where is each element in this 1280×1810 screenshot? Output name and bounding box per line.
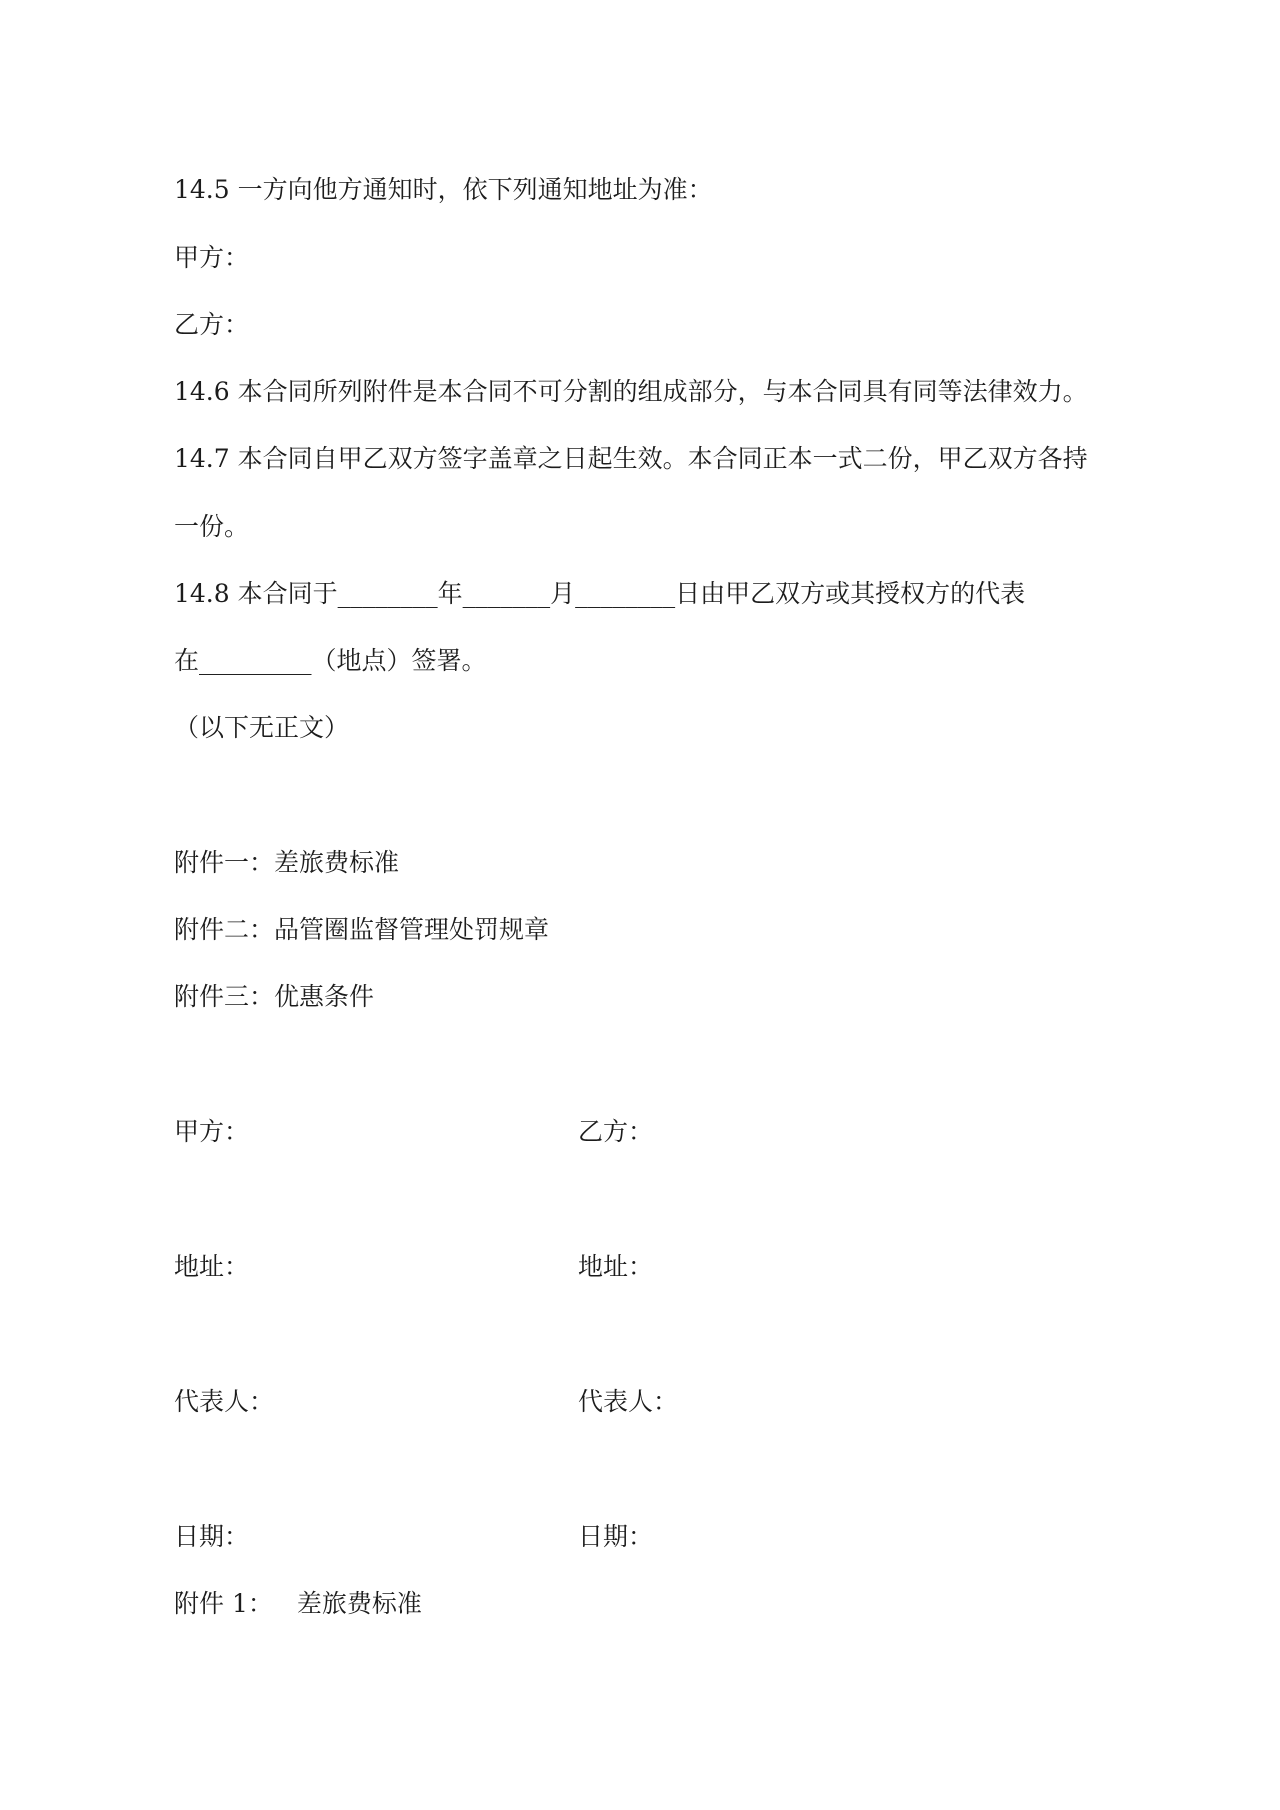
clause-14-7-line1: 14.7 本合同自甲乙双方签字盖章之日起生效。本合同正本一式二份，甲乙双方各持 [174,444,1088,473]
sign-representative-a: 代表人： [174,1387,275,1416]
sign-party-b: 乙方： [578,1117,654,1146]
attachment-item-3: 附件三：优惠条件 [174,982,375,1011]
sign-representative-b: 代表人： [578,1387,679,1416]
end-of-text-note: （以下无正文） [174,713,350,742]
appendix-1-name: 差旅费标准 [296,1589,422,1618]
sign-party-a: 甲方： [174,1117,250,1146]
clause-14-5: 14.5 一方向他方通知时，依下列通知地址为准： [174,175,713,204]
clause-14-6: 14.6 本合同所列附件是本合同不可分割的组成部分，与本合同具有同等法律效力。 [174,377,1088,406]
sign-date-b: 日期： [578,1522,654,1551]
appendix-1-heading [174,1591,422,1616]
clause-14-7-line2: 一份。 [174,512,250,541]
attachment-item-1: 附件一：差旅费标准 [174,848,400,877]
attachment-item-2: 附件二：品管圈监督管理处罚规章 [174,915,550,944]
notice-party-b: 乙方： [174,310,250,339]
clause-14-8-line2: 在_________（地点）签署。 [174,646,487,675]
appendix-1-label: 附件 1： [174,1589,273,1618]
notice-party-a: 甲方： [174,243,250,272]
clause-14-8-line1: 14.8 本合同于________年_______月________日由甲乙双方或其授权方的代表 [174,579,1026,608]
sign-date-a: 日期： [174,1522,250,1551]
sign-address-b: 地址： [578,1252,654,1281]
sign-address-a: 地址： [174,1252,250,1281]
